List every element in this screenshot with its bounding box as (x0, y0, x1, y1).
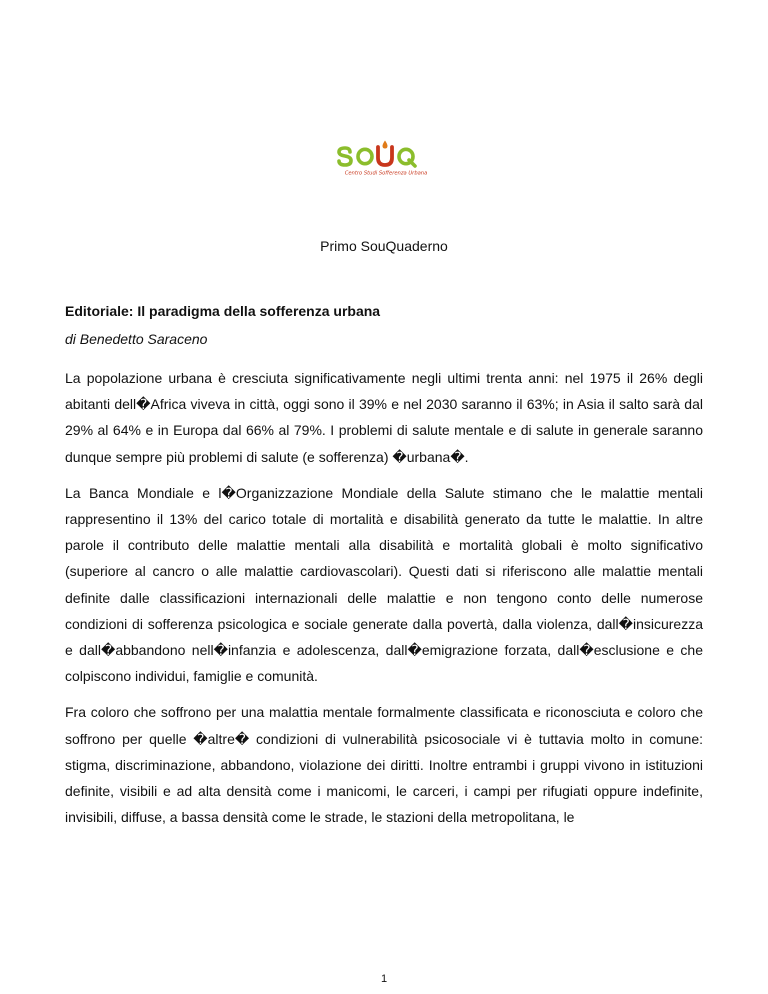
paragraph-3: Fra coloro che soffrono per una malattia mentale formalmente classificata e riconosciuta e coloro che soffrono per quelle �altre� condizioni di vulnerabilità psicosociale vi è tuttavia molto in comune: stigma, discriminazione, abbandono, violazione dei diritti. Inoltre entrambi i gruppi vivono in istituzioni definite, visibili e ad alta densità come i manicomi, le carceri, i campi per rifugiati oppure indefinite, invisibili, diffuse, a bassa densità come le strade, le stazioni della metropolitana, le (65, 704, 703, 826)
logo-letter-s (339, 148, 351, 165)
logo-letter-o (358, 149, 372, 163)
souq-logo (336, 140, 436, 180)
logo-drop (383, 141, 388, 149)
paragraph-2: La Banca Mondiale e l�Organizzazione Mondiale della Salute stimano che le malattie mentali rappresentino il 13% del carico totale di mortalità e disabilità generato da tutte le malattie. In altre parole il contributo delle malattie mentali alla disabilità e mortalità globali è molto significativo (superiore al cancro o alle malattie cardiovascolari). Questi dati si riferiscono alle malattie mentali definite dalle classificazioni internazionali delle malattie e non tengono conto delle numerose condizioni di sofferenza psicologica e sociale generate dalla povertà, dalla violenza, dall�insicurezza e dall�abbandono nell�infanzia e adolescenza, dall�emigrazione forzata, dall�esclusione e che colpiscono individui, famiglie e comunità. (65, 484, 703, 685)
logo-letter-u (378, 147, 392, 165)
page-number: 1 (380, 973, 388, 985)
logo-tagline: Centro Studi Sofferenza Urbana (344, 170, 428, 177)
editorial-heading: Editoriale: Il paradigma della sofferenza urbana (65, 303, 381, 319)
article-body (65, 365, 703, 840)
doc-title: Primo SouQuaderno (320, 238, 448, 254)
author-byline: di Benedetto Saraceno (65, 331, 208, 347)
paragraph-1: La popolazione urbana è cresciuta significativamente negli ultimi trenta anni: nel 1975 il 26% degli abitanti dell�Africa viveva in città, oggi sono il 39% e nel 2030 saranno il 63%; in Asia il salto sarà dal 29% al 64% e in Europa dal 66% al 79%. I problemi di salute mentale e di salute in generale saranno dunque sempre più problemi di salute (e sofferenza) �urbana�. (65, 370, 703, 465)
